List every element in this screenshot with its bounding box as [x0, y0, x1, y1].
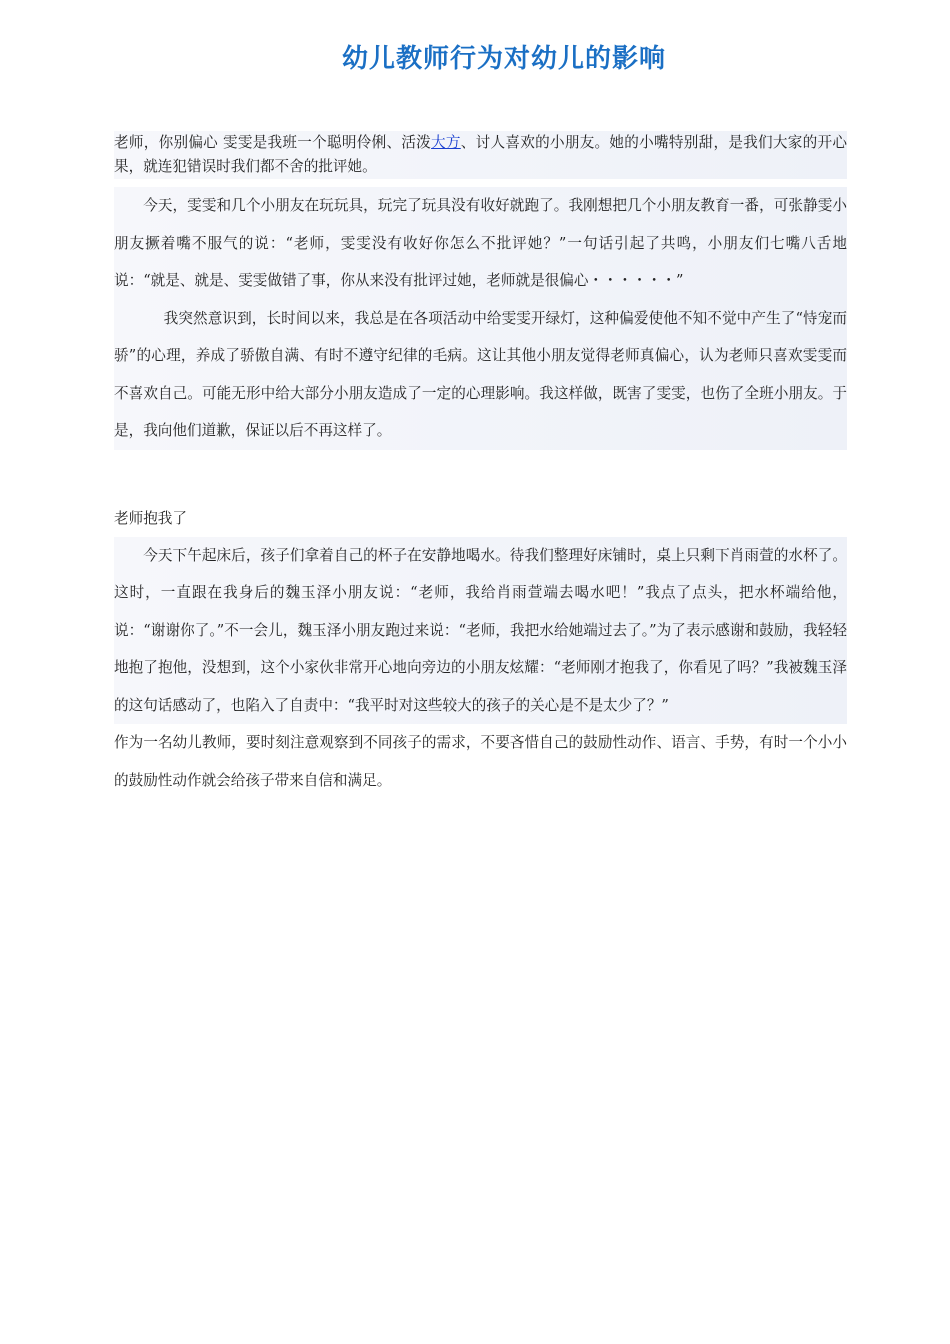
- dafang-link[interactable]: 大方: [431, 134, 461, 151]
- document-body: [114, 131, 847, 799]
- spacer: [114, 450, 847, 500]
- document-title: 幼儿教师行为对幼儿的影响: [341, 44, 666, 74]
- section1-intro-text-b: 、讨人喜欢的小朋友。她的小嘴特别甜，是我们大家的开心果，就连犯错误时我们都不舍的批评她。: [114, 134, 847, 175]
- section1-intro-paragraph: [114, 131, 847, 179]
- section1-paragraph-2: 今天，雯雯和几个小朋友在玩玩具，玩完了玩具没有收好就跑了。我刚想把几个小朋友教育一番，可张静雯小朋友撅着嘴不服气的说：“老师，雯雯没有收好你怎么不批评她？”一句话引起了共鸣，小朋友们七嘴八舌地说：“就是、就是、雯雯做错了事，你从来没有批评过她，老师就是很偏心・・・・・・”: [114, 187, 847, 300]
- section2-heading: 老师抱我了: [114, 509, 187, 527]
- section2-paragraph-1: 今天下午起床后，孩子们拿着自己的杯子在安静地喝水。待我们整理好床铺时，桌上只剩下肖雨萱的水杯了。这时，一直跟在我身后的魏玉泽小朋友说：“老师，我给肖雨萱端去喝水吧！”我点了点头，把水杯端给他，说：“谢谢你了。”不一会儿，魏玉泽小朋友跑过来说：“老师，我把水给她端过去了。”为了表示感谢和鼓励，我轻轻地抱了抱他，没想到，这个小家伙非常开心地向旁边的小朋友炫耀：“老师刚才抱我了，你看见了吗？”我被魏玉泽的这句话感动了，也陷入了自责中：“我平时对这些较大的孩子的关心是不是太少了？”: [114, 537, 847, 725]
- section1-paragraph-3: 我突然意识到，长时间以来，我总是在各项活动中给雯雯开绿灯，这种偏爱使他不知不觉中产生了“恃宠而骄”的心理，养成了骄傲自满、有时不遵守纪律的毛病。这让其他小朋友觉得老师真偏心，认为老师只喜欢雯雯而不喜欢自己。可能无形中给大部分小朋友造成了一定的心理影响。我这样做，既害了雯雯，也伤了全班小朋友。于是，我向他们道歉，保证以后不再这样了。: [114, 300, 847, 450]
- spacer: [114, 179, 847, 187]
- section1-intro-text-a: 老师，你别偏心 雯雯是我班一个聪明伶俐、活泼: [114, 134, 432, 151]
- section2-conclusion: 作为一名幼儿教师，要时刻注意观察到不同孩子的需求，不要吝惜自己的鼓励性动作、语言、手势，有时一个小小的鼓励性动作就会给孩子带来自信和满足。: [114, 734, 847, 789]
